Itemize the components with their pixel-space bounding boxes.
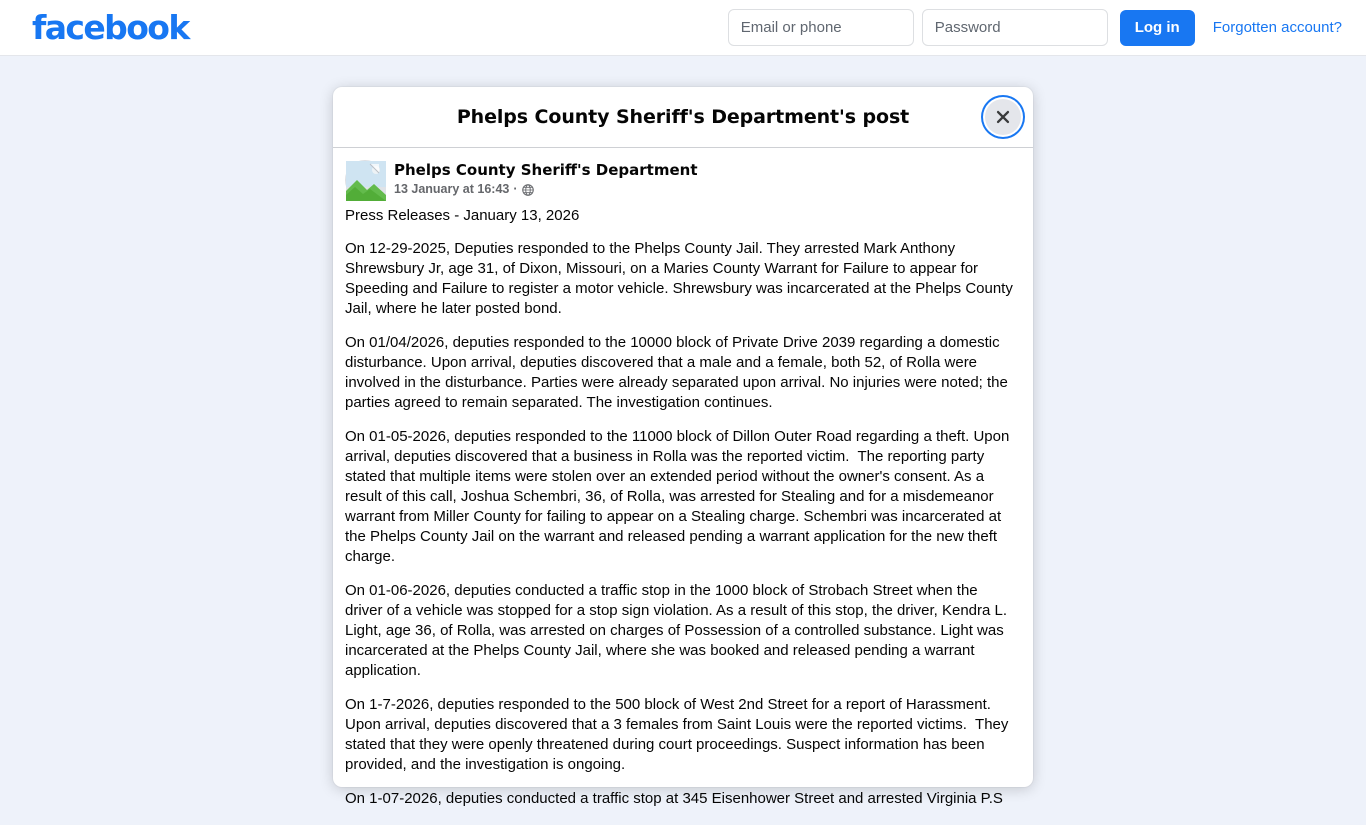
post-paragraph: On 1-7-2026, deputies responded to the 500 block of West 2nd Street for a report of Harassment. Upon arrival, deputies discovered that a 3 females from Saint Louis were the reported victims. They stated that they were openly threatened during court proceedings. Suspect information has been provided, and the investigation is ongoing. xyxy=(345,696,1013,773)
post-paragraph: On 01/04/2026, deputies responded to the 10000 block of Private Drive 2039 regarding a domestic disturbance. Upon arrival, deputies discovered that a male and a female, both 52, of Rolla were involved in the disturbance. Parties were already separated upon arrival. No injuries were noted; the parties agreed to remain separated. The investigation continues. xyxy=(345,334,1013,411)
forgotten-account-link[interactable]: Forgotten account? xyxy=(1212,19,1342,36)
meta-separator: · xyxy=(513,182,518,196)
facebook-logo[interactable]: facebook xyxy=(32,8,189,47)
email-or-phone-input[interactable] xyxy=(728,9,914,46)
login-form xyxy=(728,9,1342,46)
post-paragraph: Press Releases - January 13, 2026 xyxy=(345,207,580,224)
log-in-button[interactable]: Log in xyxy=(1120,10,1195,46)
post-paragraph: On 01-06-2026, deputies conducted a traffic stop in the 1000 block of Strobach Street when the driver of a vehicle was stopped for a stop sign violation. As a result of this stop, the driver, Kendra L. Light, age 36, of Rolla, was arrested on charges of Possession of a controlled substance. Light was incarcerated at the Phelps County Jail, where she was booked and released pending a warrant application. xyxy=(345,582,1012,679)
post-paragraph: On 01-05-2026, deputies responded to the 11000 block of Dillon Outer Road regarding a theft. Upon arrival, deputies discovered that a business in Rolla was the reported victim. The reporting party stated that multiple items were stolen over an extended period without the owner's consent. As a result of this call, Joshua Schembri, 36, of Rolla, was arrested for Stealing and for a misdemeanor warrant from Miller County for failing to appear on a Stealing charge. Schembri was incarcerated at the Phelps County Jail on the warrant and released pending a warrant application for the new theft charge. xyxy=(345,428,1014,565)
post-timestamp-row xyxy=(394,181,698,198)
post-meta xyxy=(394,160,698,198)
post-author-row xyxy=(333,148,1033,200)
post-author-name[interactable]: Phelps County Sheriff's Department xyxy=(394,161,698,179)
post-text-body xyxy=(333,200,1033,825)
avatar[interactable] xyxy=(345,160,385,200)
dialog-header xyxy=(333,87,1033,148)
close-button[interactable] xyxy=(985,99,1021,135)
post-paragraph: On 1-07-2026, deputies conducted a traffic stop at 345 Eisenhower Street and arrested Virginia P.S xyxy=(345,790,1003,807)
broken-image-avatar-icon xyxy=(346,161,384,201)
post-paragraph: On 12-29-2025, Deputies responded to the Phelps County Jail. They arrested Mark Anthony Shrewsbury Jr, age 31, of Dixon, Missouri, on a Maries County Warrant for Failure to appear for Speeding and Failure to register a motor vehicle. Shrewsbury was incarcerated at the Phelps County Jail, where he later posted bond. xyxy=(345,240,1018,317)
post-scroll-area[interactable] xyxy=(333,148,1033,807)
globe-icon[interactable] xyxy=(522,184,534,196)
facebook-top-bar xyxy=(0,0,1366,56)
post-timestamp[interactable]: 13 January at 16:43 xyxy=(394,182,510,196)
dialog-title: Phelps County Sheriff's Department's post xyxy=(456,106,910,128)
close-icon xyxy=(994,108,1012,126)
post-dialog xyxy=(333,87,1033,807)
password-input[interactable] xyxy=(922,9,1108,46)
